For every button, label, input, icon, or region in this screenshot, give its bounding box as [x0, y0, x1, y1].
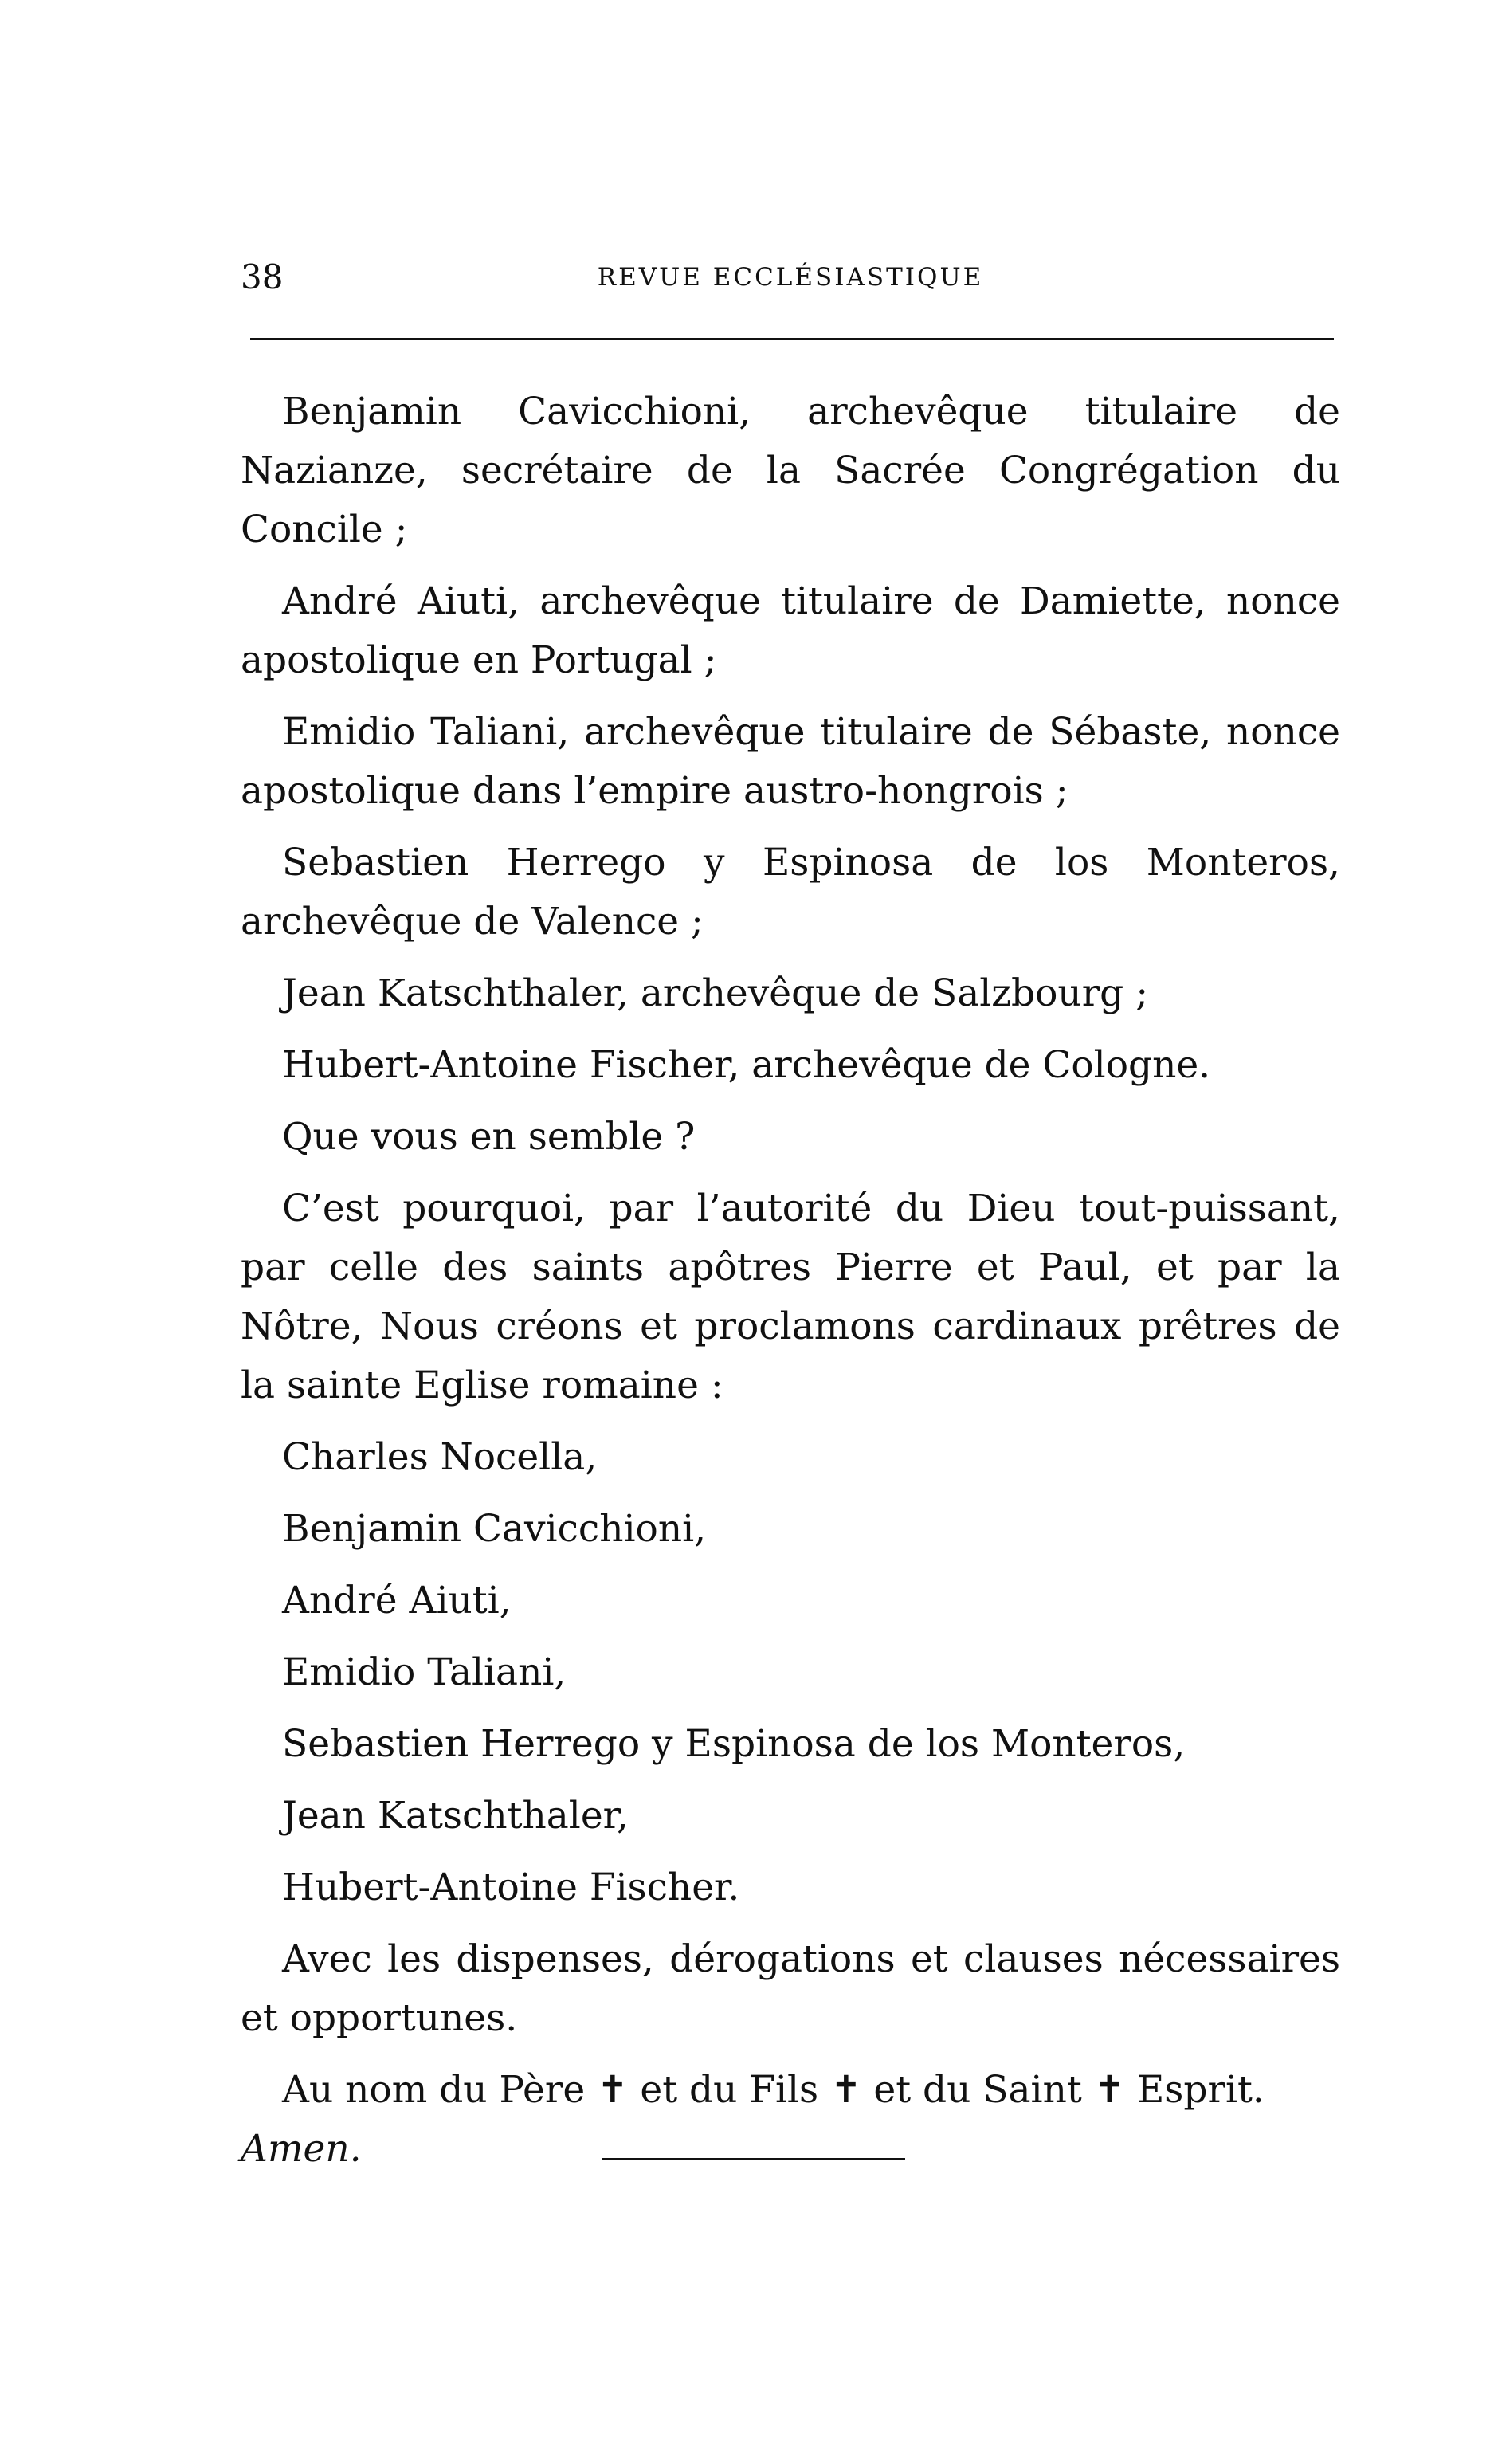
cardinal-name: Benjamin Cavicchioni,: [282, 1507, 707, 1551]
paragraph: Benjamin Cavicchioni, archevêque titulaire de Nazianze, secrétaire de la Sacrée Congrégation du Concile ;: [241, 390, 1340, 551]
cardinal-name: Hubert-Antoine Fischer.: [282, 1866, 740, 1909]
cardinal-name: Jean Katschthaler,: [282, 1794, 629, 1838]
end-rule: [602, 2158, 905, 2160]
paragraph: Que vous en semble ?: [282, 1115, 696, 1159]
cardinal-name: Emidio Taliani,: [282, 1650, 567, 1694]
paragraph: André Aiuti, archevêque titulaire de Damiette, nonce apostolique en Portugal ;: [241, 579, 1340, 682]
page-header: [241, 253, 1340, 301]
amen-text: Amen.: [241, 2127, 362, 2171]
cardinal-name: Charles Nocella,: [282, 1435, 598, 1479]
body-text: [241, 383, 1340, 2191]
paragraph: Sebastien Herrego y Espinosa de los Monteros, archevêque de Valence ;: [241, 841, 1340, 944]
page-number: 38: [241, 257, 284, 296]
paragraph: Hubert-Antoine Fischer, archevêque de Cologne.: [282, 1043, 1211, 1087]
header-rule: [250, 338, 1334, 340]
running-title: REVUE ECCLÉSIASTIQUE: [597, 263, 984, 292]
paragraph: Jean Katschthaler, archevêque de Salzbourg ;: [282, 971, 1149, 1015]
closing-paragraph: Avec les dispenses, dérogations et clauses nécessaires et opportunes.: [241, 1937, 1340, 2040]
paragraph: C’est pourquoi, par l’autorité du Dieu tout-puissant, par celle des saints apôtres Pierre et Paul, et par la Nôtre, Nous créons et proclamons cardinaux prêtres de la sainte Eglise romaine :: [241, 1187, 1340, 1407]
paragraph: Emidio Taliani, archevêque titulaire de Sébaste, nonce apostolique dans l’empire austro-hongrois ;: [241, 710, 1340, 813]
cardinal-name: André Aiuti,: [282, 1579, 512, 1622]
cardinal-name: Sebastien Herrego y Espinosa de los Monteros,: [282, 1722, 1186, 1766]
closing-paragraph: Au nom du Père ✝ et du Fils ✝ et du Saint ✝ Esprit.: [282, 2068, 1265, 2112]
